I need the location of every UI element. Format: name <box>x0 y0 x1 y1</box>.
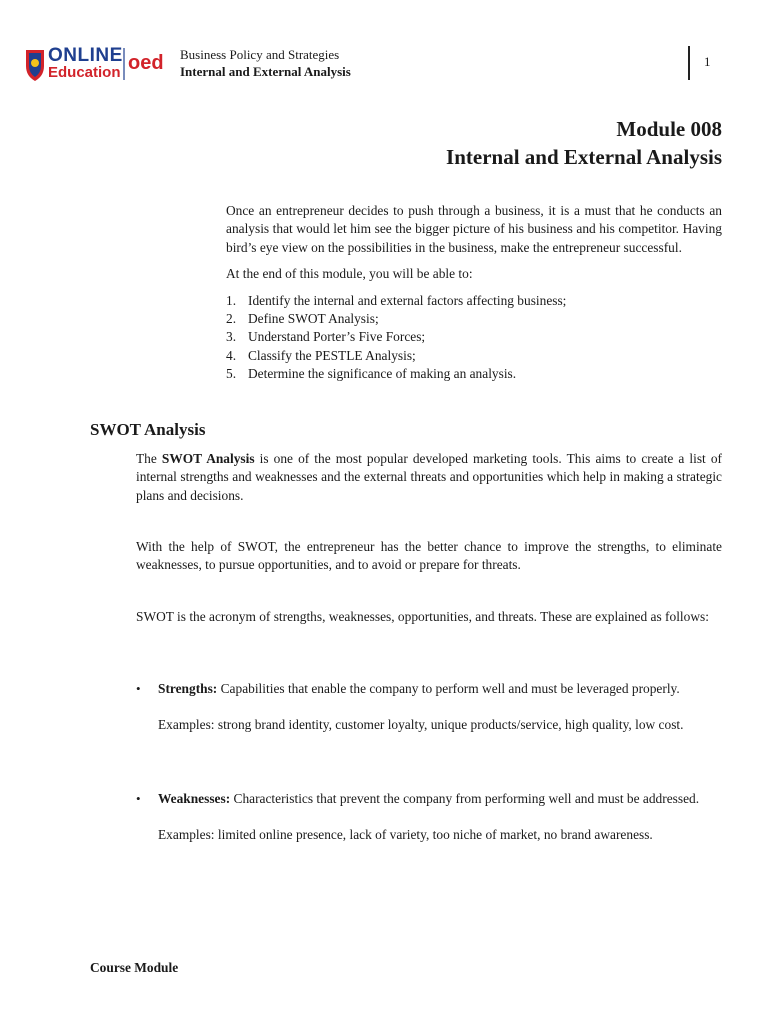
swot-term: SWOT Analysis <box>161 451 255 466</box>
intro-block <box>226 202 722 384</box>
objective-item: 2. Define SWOT Analysis; <box>226 311 379 327</box>
page-number: 1 <box>704 54 711 69</box>
objectives-lead: At the end of this module, you will be able to: <box>226 266 473 282</box>
list-item: • Strengths: Capabilities that enable the company to perform well and must be leveraged properly. Examples: strong brand identity, customer loyalty, unique products/service, high quality, low cost. <box>136 680 722 735</box>
objective-item: 3. Understand Porter’s Five Forces; <box>226 329 426 345</box>
header-subtitle: Internal and External Analysis <box>180 64 351 79</box>
logo-text-oed: oed <box>128 52 164 74</box>
oed-logo <box>24 44 174 84</box>
swot-bullet-strengths <box>136 680 722 735</box>
footer-label: Course Module <box>90 960 179 975</box>
objective-item: 5. Determine the significance of making an analysis. <box>226 366 517 382</box>
module-heading <box>446 116 722 172</box>
module-number: Module 008 <box>616 117 722 141</box>
swot-paragraph-2: With the help of SWOT, the entrepreneur has the better chance to improve the strengths, to eliminate weaknesses, to pursue opportunities, and to avoid or prepare for threats. <box>136 539 722 573</box>
intro-paragraph: Once an entrepreneur decides to push through a business, it is a must that he conducts an analysis that would let him see the bigger picture of his business and his competitor. Having bird’s eye view on the possibilities in the business, make the entrepreneur successful. <box>226 203 722 255</box>
example-text: Examples: limited online presence, lack of variety, too niche of market, no brand awareness. <box>158 827 653 843</box>
swot-bullet-weaknesses <box>136 790 722 845</box>
module-title: Internal and External Analysis <box>446 145 722 169</box>
logo-text-education: Education <box>48 64 121 81</box>
objectives-list <box>226 292 722 384</box>
objective-item: 1. Identify the internal and external factors affecting business; <box>226 292 567 308</box>
objective-item: 4. Classify the PESTLE Analysis; <box>226 347 416 363</box>
example-text: Examples: strong brand identity, customer loyalty, unique products/service, high quality, low cost. <box>158 717 684 733</box>
section-heading-swot: SWOT Analysis <box>90 420 206 439</box>
bullet-icon: • <box>136 791 141 806</box>
list-item: • Weaknesses: Characteristics that prevent the company from performing well and must be addressed. Examples: limited online presence, lack of variety, too niche of market, no brand awareness. <box>136 790 722 845</box>
logo-text-online: ONLINE <box>48 45 123 66</box>
swot-paragraph-1: The SWOT Analysis is one of the most popular developed marketing tools. This aims to create a list of internal strengths and weaknesses and the external threats and opportunities which help in making a strategic plans and decisions. <box>136 451 722 503</box>
header-titles <box>180 46 351 80</box>
header-divider <box>688 46 690 80</box>
course-title: Business Policy and Strategies <box>180 47 340 62</box>
bullet-icon: • <box>136 681 141 696</box>
swot-paragraph-3: SWOT is the acronym of strengths, weaknesses, opportunities, and threats. These are explained as follows: <box>136 609 709 624</box>
